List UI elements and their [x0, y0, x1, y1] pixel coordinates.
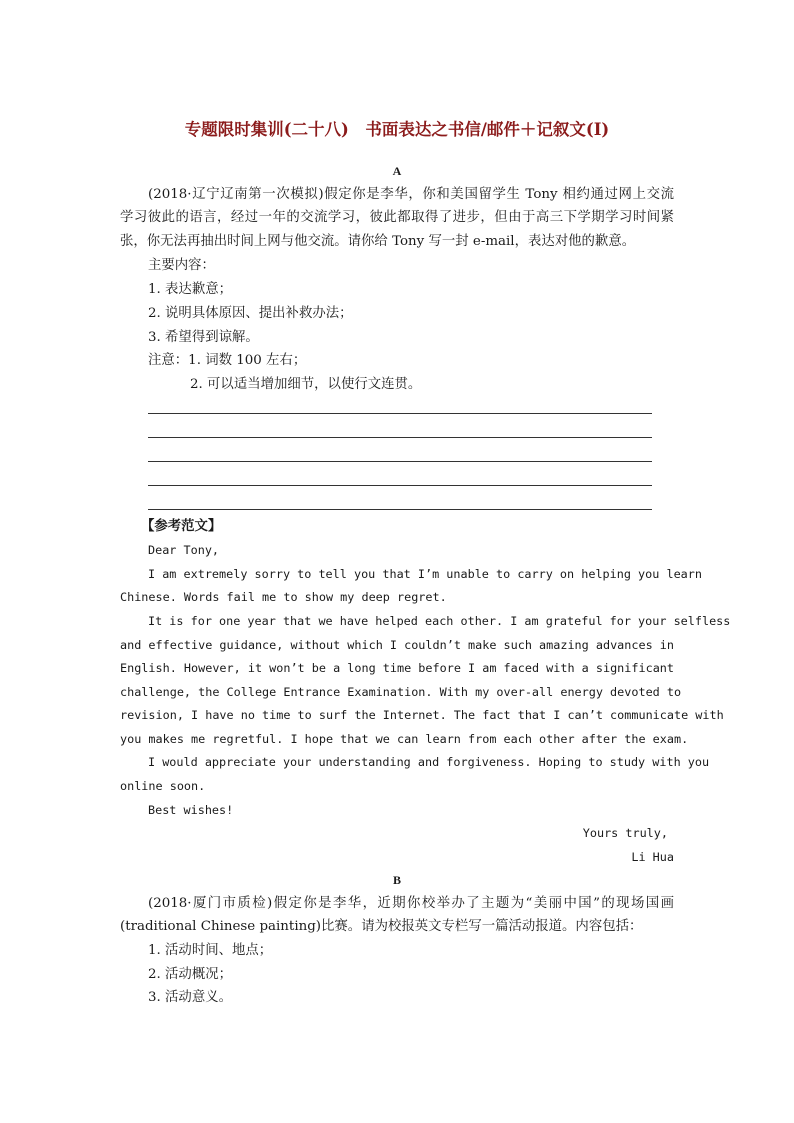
note-line: 2. 可以适当增加细节，以使行文连贯。: [190, 377, 422, 392]
section-b-prompt-line: (traditional Chinese painting)比赛。请为校报英文专栏写一篇活动报道。内容包括：: [120, 919, 643, 934]
requirement-point: 1. 活动时间、地点；: [148, 943, 273, 958]
letter-line: challenge, the College Entrance Examination. With my over-all energy devoted to: [120, 685, 682, 699]
letter-closing: Best wishes!: [148, 803, 234, 817]
letter-line: It is for one year that we have helped each other. I am grateful for your selfless: [148, 614, 731, 628]
letter-signoff: Yours truly,: [582, 826, 668, 840]
letter-line: and effective guidance, without which I couldn’t make such amazing advances in: [120, 638, 674, 652]
letter-line: online soon.: [120, 779, 206, 793]
section-a-prompt-line: 学习彼此的语言，经过一年的交流学习，彼此都取得了进步，但由于高三下学期学习时间紧: [120, 210, 674, 225]
letter-line: I would appreciate your understanding and forgiveness. Hoping to study with you: [148, 755, 710, 769]
letter-line: Chinese. Words fail me to show my deep regret.: [120, 590, 447, 604]
main-content-heading: 主要内容：: [148, 258, 215, 273]
sample-essay-heading: 【参考范文】: [141, 518, 222, 534]
answer-line: [148, 437, 652, 438]
letter-line: revision, I have no time to surf the Internet. The fact that I can’t communicate with: [120, 708, 724, 722]
requirement-point: 1. 表达歉意；: [148, 282, 232, 297]
letter-greeting: Dear Tony,: [148, 543, 220, 557]
section-b-prompt-line: (2018·厦门市质检)假定你是李华，近期你校举办了主题为“美丽中国”的现场国画: [148, 896, 674, 911]
answer-line: [148, 485, 652, 486]
letter-line: English. However, it won’t be a long time before I am faced with a significant: [120, 661, 674, 675]
letter-signature: Li Hua: [631, 850, 674, 864]
answer-line: [148, 509, 652, 510]
letter-line: I am extremely sorry to tell you that I’m unable to carry on helping you learn: [148, 567, 702, 581]
answer-line: [148, 461, 652, 462]
requirement-point: 2. 说明具体原因、提出补救办法；: [148, 306, 353, 321]
section-a-prompt-line: (2018·辽宁辽南第一次模拟)假定你是李华，你和美国留学生 Tony 相约通过网上交流: [148, 187, 674, 202]
requirement-point: 3. 希望得到谅解。: [148, 330, 259, 345]
page-title: 专题限时集训(二十八) 书面表达之书信/邮件＋记叙文(Ⅰ): [184, 120, 610, 139]
note-line: 注意：1. 词数 100 左右；: [148, 353, 307, 368]
section-a-label: A: [392, 164, 402, 178]
section-a-prompt-line: 张，你无法再抽出时间上网与他交流。请你给 Tony 写一封 e-mail，表达对他的歉意。: [120, 234, 636, 249]
letter-line: you makes me regretful. I hope that we can learn from each other after the exam.: [120, 732, 689, 746]
answer-line: [148, 413, 652, 414]
requirement-point: 3. 活动意义。: [148, 990, 232, 1005]
requirement-point: 2. 活动概况；: [148, 967, 232, 982]
section-b-label: B: [392, 873, 401, 887]
